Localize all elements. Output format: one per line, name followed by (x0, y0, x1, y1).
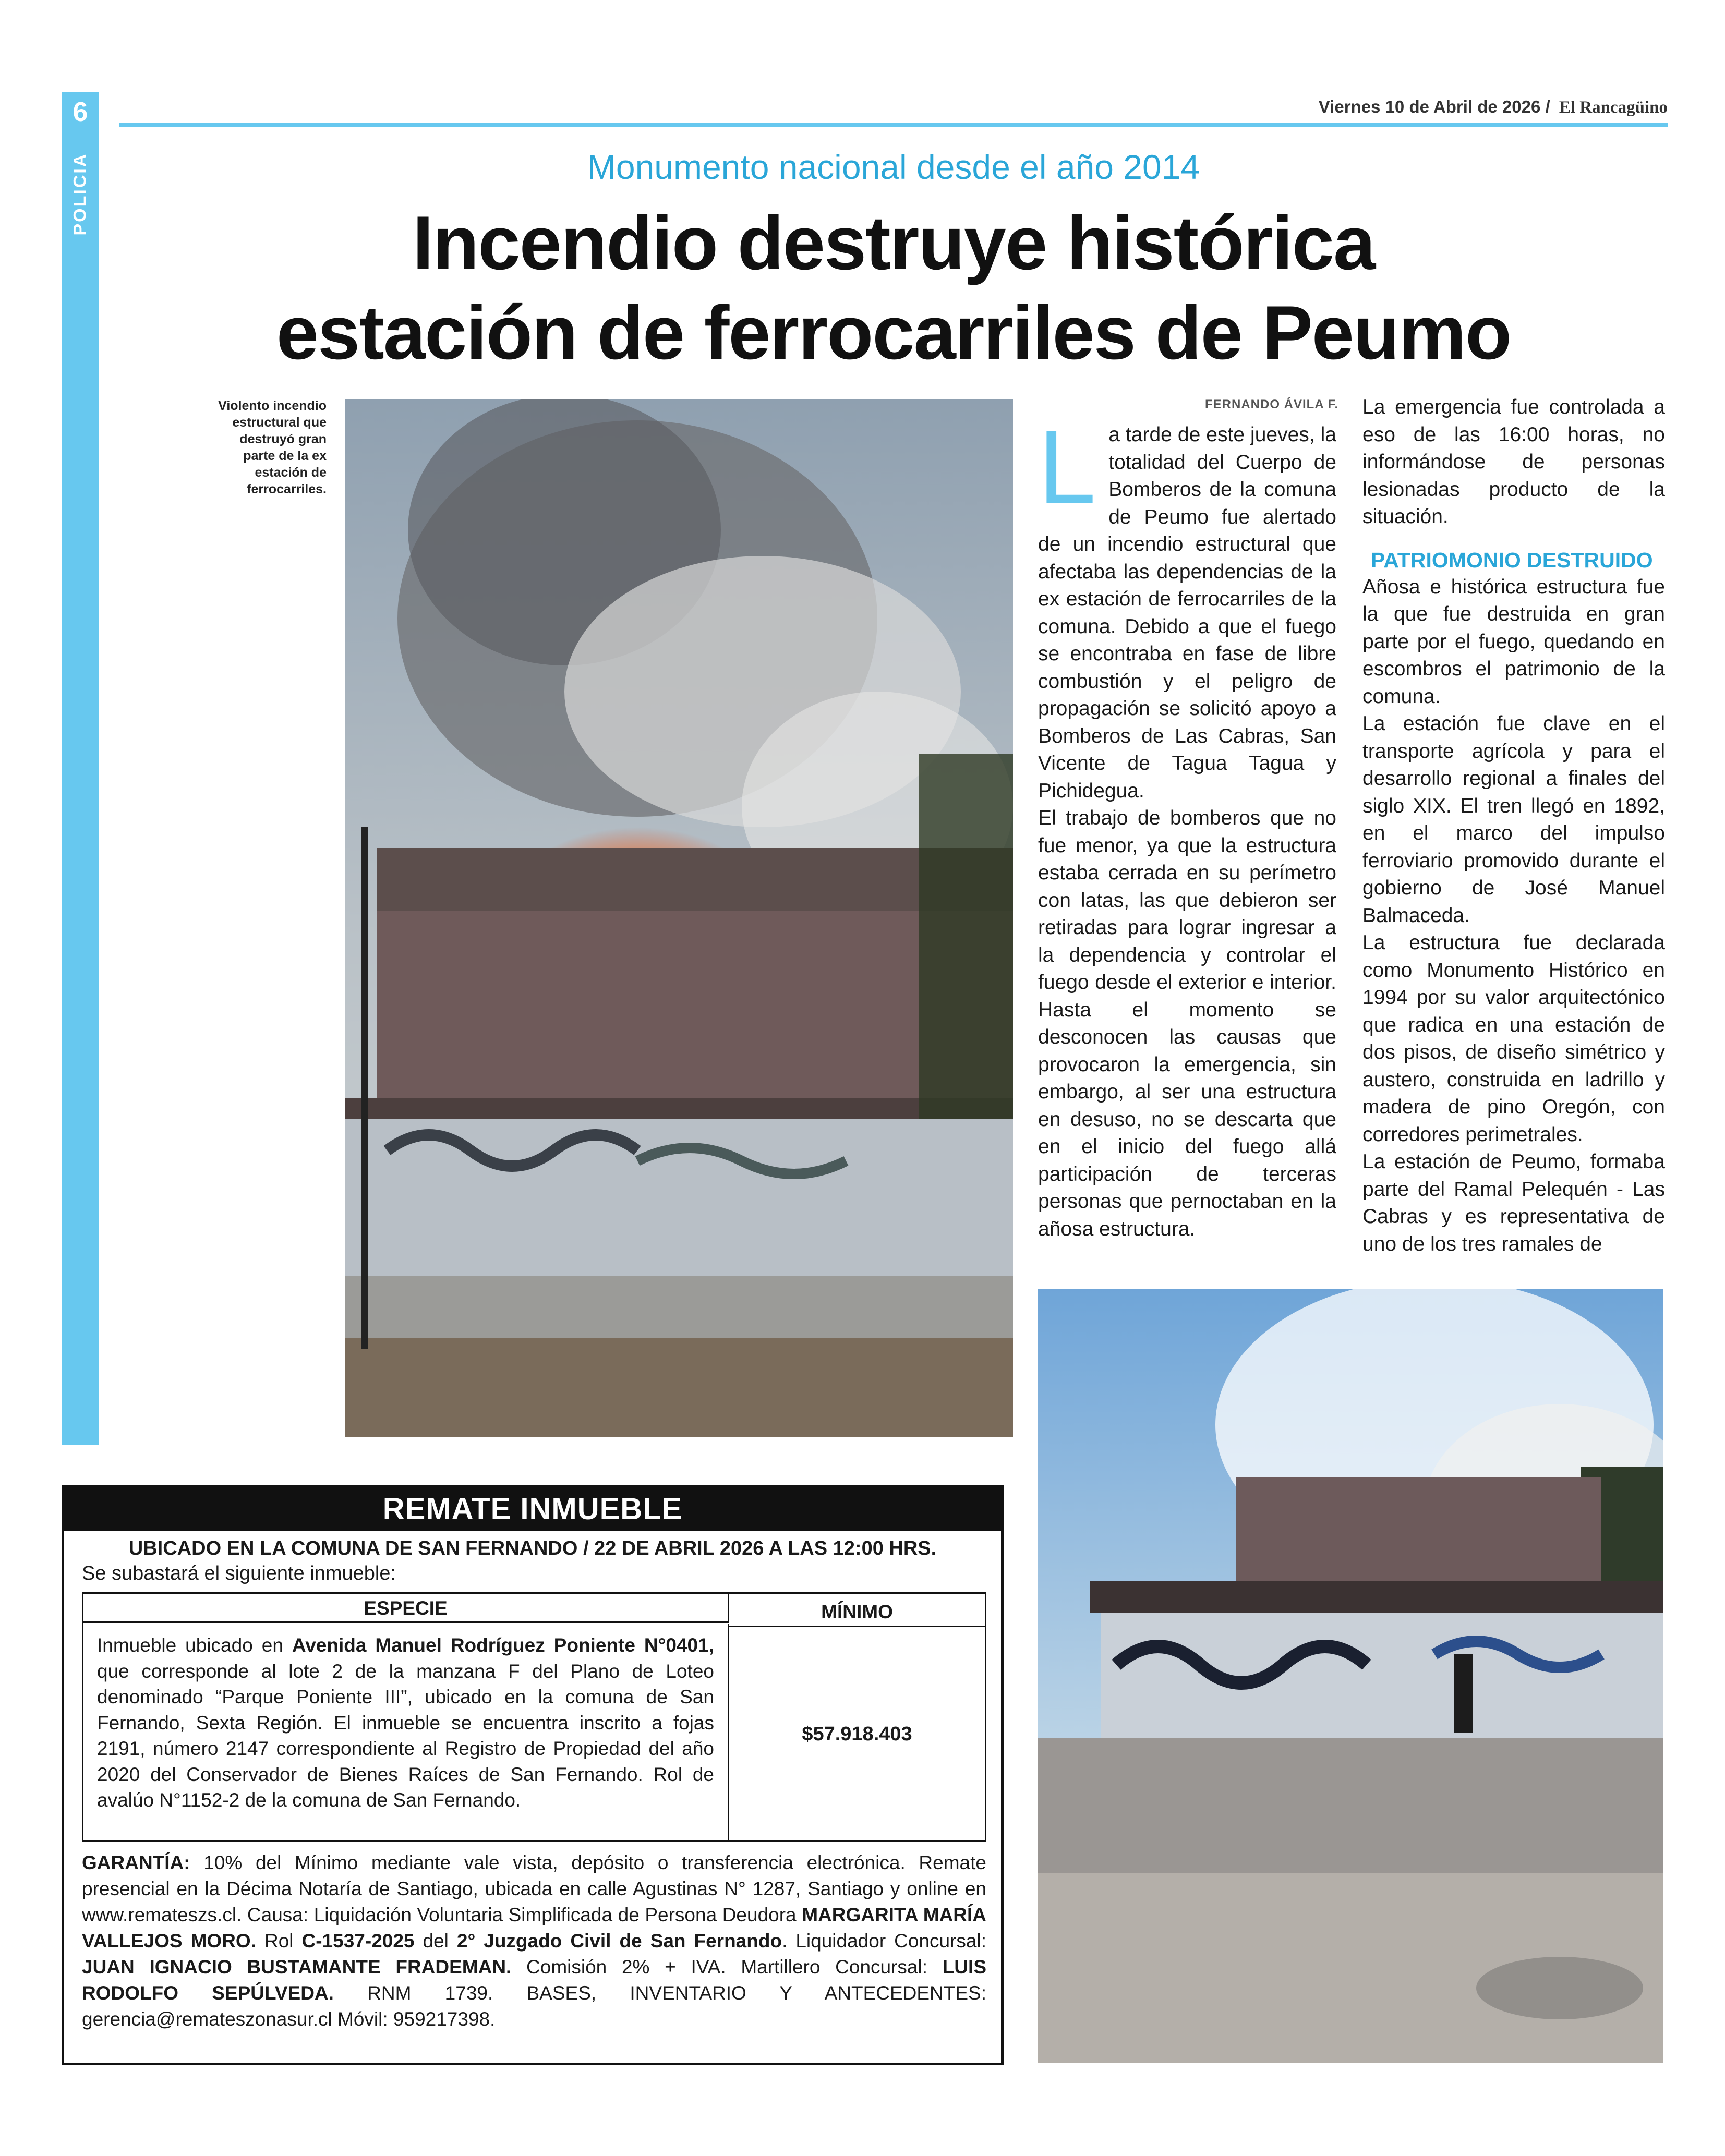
rol-pre: Rol (256, 1930, 302, 1952)
ad-contact: RNM 1739. BASES, INVENTARIO Y ANTECEDENTES: gerencia@remateszonasur.cl Móvil: 959217398. (82, 1982, 986, 2030)
liquidador-name: JUAN IGNACIO BUSTAMANTE FRADEMAN. (82, 1956, 512, 1978)
garantia-label: GARANTÍA: (82, 1852, 190, 1873)
garantia-text: 10% del Mínimo mediante vale vista, depósito o transferencia electrónica. Remate presencial en la Décima Notaría de Santiago, ubicada en calle Agustinas N° 1287, Santiago y online en www.remateszs.cl. Causa: Liquidación Voluntaria Simplificada de Persona Deudora (82, 1852, 986, 1925)
article-paragraph-3: La emergencia fue controlada a eso de las 16:00 horas, no informándose de personas lesionadas producto de la situación. (1362, 396, 1665, 528)
aftermath-photo (1038, 1289, 1663, 2063)
desc-address: Avenida Manuel Rodríguez Poniente N°0401, (292, 1634, 714, 1656)
deudora-name: MARGARITA MARÍA VALLEJOS MORO. (82, 1904, 986, 1952)
del-text: del (414, 1930, 457, 1952)
header-separator: / (1545, 97, 1550, 116)
section-label: POLICIA (70, 152, 90, 236)
article-paragraph-7: La estación de Peumo, formaba parte del Ramal Pelequén - Las Cabras y es representativa de uno de los tres ramales de (1362, 1150, 1665, 1255)
ad-intro: Se subastará el siguiente inmueble: (82, 1563, 396, 1584)
page-number: 6 (62, 92, 99, 132)
article-paragraph-2: El trabajo de bomberos que no fue menor, ya que la estructura estaba cerrada en su perímetro con latas, las que debieron ser retiradas para lograr ingresar a la dependencia y controlar el fuego desde el exterior e interior. Hasta el momento se desconocen las causas que provocaron la emergencia, sin embargo, al ser una estructura en desuso, no se descarta que en el inicio del fuego allá participación de terceras personas que pernoctaban en la añosa estructura. (1038, 807, 1336, 1240)
fire-photo (345, 399, 1013, 1437)
ad-header-minimo: MÍNIMO (729, 1594, 985, 1627)
ad-title: REMATE INMUEBLE (64, 1488, 1001, 1531)
photo-caption: Violento incendio estructural que destruyó gran parte de la ex estación de ferrocarriles. (218, 398, 327, 496)
comision-text: Comisión 2% + IVA. Martillero Concursal: (511, 1956, 943, 1978)
article-paragraph-5: La estación fue clave en el transporte agrícola y para el desarrollo regional a finales del siglo XIX. El tren llegó en 1892, en el marco del impulso ferroviario promovido durante el gobierno de José Manuel Balmaceda. (1362, 712, 1665, 927)
byline: FERNANDO ÁVILA F. (1205, 397, 1339, 411)
ad-table (82, 1592, 986, 1842)
article-column-2 (1362, 394, 1665, 1258)
newspaper-name: El Rancagüino (1559, 98, 1668, 117)
section-band (62, 92, 99, 1445)
header-rule (119, 123, 1668, 127)
issue-date: Viernes 10 de Abril de 2026 (1318, 97, 1541, 116)
ad-footer (82, 1850, 986, 2032)
liquidador-label: . Liquidador Concursal: (782, 1930, 987, 1952)
ad-property-description (83, 1624, 729, 1840)
desc-post: que corresponde al lote 2 de la manzana F del Plano de Loteo denominado “Parque Poniente III”, ubicado en la comuna de San Fernando, Sexta Región. El inmueble se encuentra inscrito a fojas 2191, número 2147 correspondiente al Registro de Propiedad del año 2020 del Conservador de Bienes Raíces de San Fernando. Rol de avalúo N°1152-2 de la comuna de San Fernando. (97, 1660, 714, 1811)
ad-subtitle: UBICADO EN LA COMUNA DE SAN FERNANDO / 22 DE ABRIL 2026 A LAS 12:00 HRS. (128, 1537, 937, 1559)
article-paragraph-1: a tarde de este jueves, la totalidad del Cuerpo de Bomberos de la comuna de Peumo fue alertado de un incendio estructural que afectaba las dependencias de la ex estación de ferrocarriles de la comuna. Debido a que el fuego se encontraba en fase de libre combustión y el peligro de propagación se solicitó apoyo a Bomberos de Las Cabras, San Vicente de Tagua Tagua y Pichidegua. (1038, 423, 1336, 802)
desc-pre: Inmueble ubicado en (97, 1634, 292, 1656)
juzgado-name: 2° Juzgado Civil de San Fernando (456, 1930, 782, 1952)
headline-line-2: estación de ferrocarriles de Peumo (276, 290, 1511, 375)
article-paragraph-6: La estructura fue declarada como Monumento Histórico en 1994 por su valor arquitectónico que radica en una estación de dos pisos, de diseño simétrico y austero, construida en ladrillo y madera de pino Oregón, con corredores perimetrales. (1362, 931, 1665, 1146)
rol-number: C-1537-2025 (301, 1930, 415, 1952)
article-paragraph-4: Añosa e histórica estructura fue la que fue destruida en gran parte por el fuego, quedando en escombros el patrimonio de la comuna. (1362, 575, 1665, 708)
article-kicker: Monumento nacional desde el año 2014 (587, 148, 1200, 186)
article-column-1 (1038, 409, 1336, 1243)
header-dateline (1319, 97, 1668, 117)
article-headline (119, 198, 1668, 378)
dropcap: L (1038, 409, 1096, 525)
ad-minimum-value: $57.918.403 (802, 1723, 912, 1745)
auction-ad (62, 1485, 1004, 2065)
martillero-name: LUIS RODOLFO SEPÚLVEDA. (82, 1956, 986, 2004)
article-subhead: PATRIOMONIO DESTRUIDO (1371, 548, 1653, 572)
headline-line-1: Incendio destruye histórica (412, 200, 1375, 285)
ad-header-especie: ESPECIE (83, 1594, 729, 1623)
